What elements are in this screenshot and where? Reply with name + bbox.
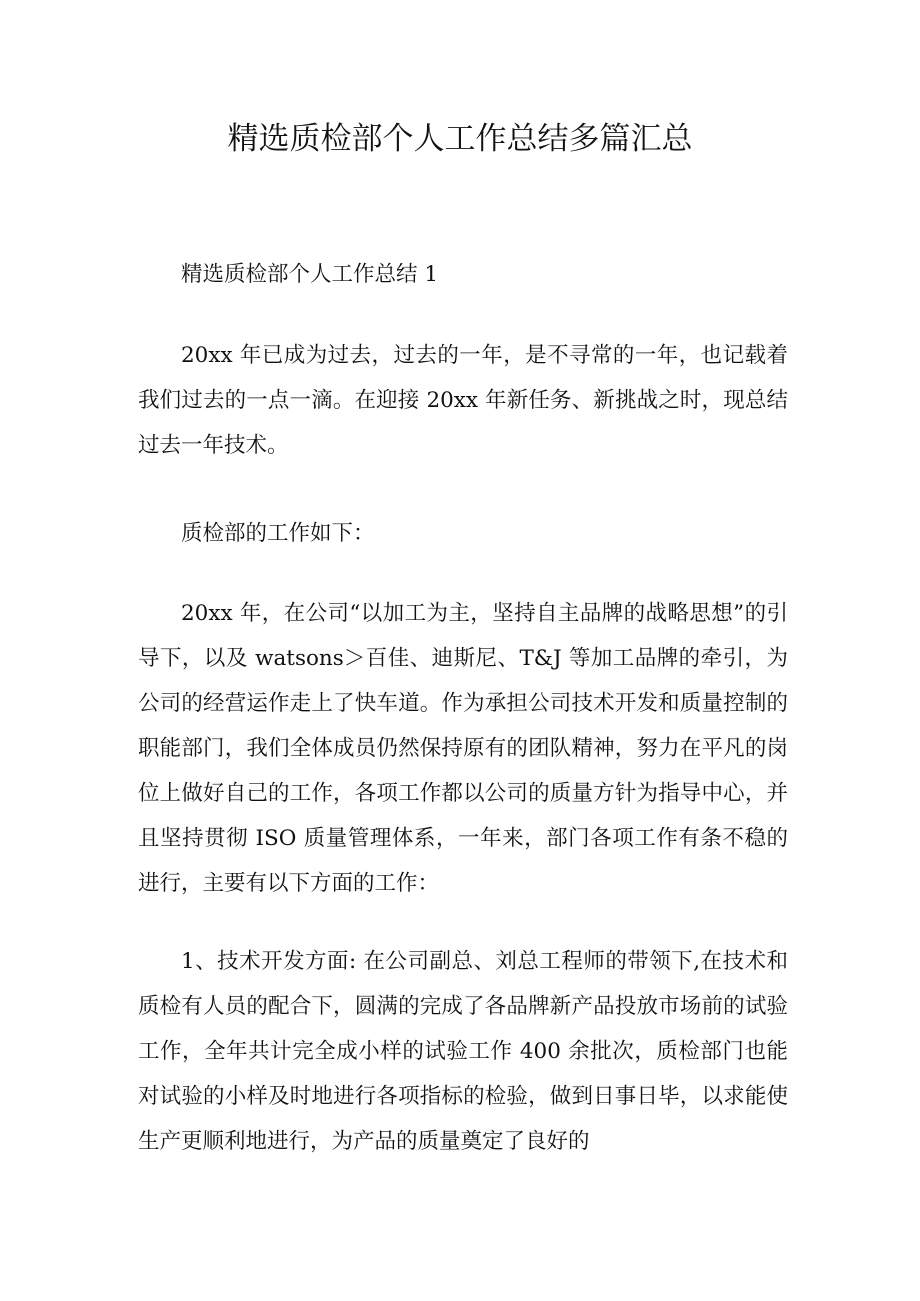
paragraph-tech-development: 1、技术开发方面: 在公司副总、刘总工程师的带领下,在技术和质检有人员的配合下，圆满的完成了各品牌新产品投放市场前的试验工作，全年共计完全成小样的试验工作 400 余批次，质检部门也能对试验的小样及时地进行各项指标的检验，做到日事日毕，以求能使生产更顺利地进行，为产品的质量奠定了良好的 <box>138 949 788 1154</box>
paragraph-overview: 20xx 年，在公司“以加工为主，坚持自主品牌的战略思想”的引导下，以及 watsons＞百佳、迪斯尼、T&J 等加工品牌的牵引，为公司的经营运作走上了快车道。作为承担公司技术开发和质量控制的职能部门，我们全体成员仍然保持原有的团队精神，努力在平凡的岗位上做好自己的工作，各项工作都以公司的质量方针为指导中心，并且坚持贯彻 ISO 质量管理体系，一年来，部门各项工作有条不稳的进行，主要有以下方面的工作： <box>138 601 788 896</box>
section-heading: 精选质检部个人工作总结 1 <box>181 262 439 287</box>
paragraph-intro: 20xx 年已成为过去，过去的一年，是不寻常的一年，也记载着我们过去的一点一滴。在迎接 20xx 年新任务、新挑战之时，现总结过去一年技术。 <box>138 343 788 458</box>
paragraph-work-intro: 质检部的工作如下： <box>181 521 375 546</box>
document-title: 精选质检部个人工作总结多篇汇总 <box>227 121 693 157</box>
